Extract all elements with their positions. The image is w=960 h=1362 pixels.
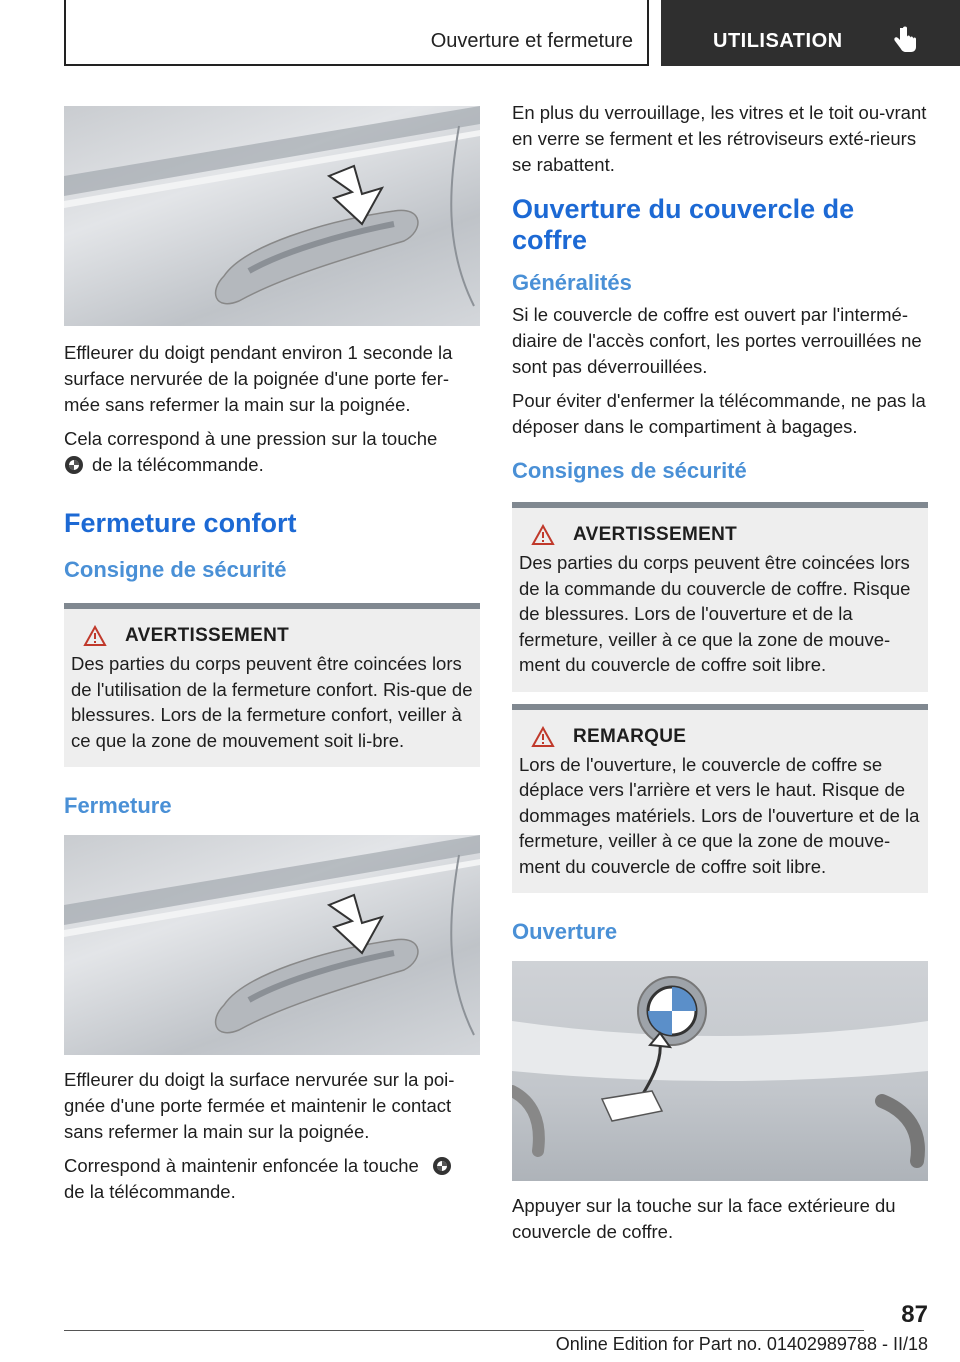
left-column [64,106,480,1213]
warning-triangle-icon [531,726,555,748]
warning-triangle-icon [531,524,555,546]
heading-consignes-securite: Consignes de sécurité [512,458,747,483]
paragraph-remote-key-1-prefix: Cela correspond à une pression sur la touche [64,428,438,449]
paragraph-appuyer: Appuyer sur la touche sur la face extérieure du couvercle de coffre. [512,1195,896,1242]
heading-generalites: Généralités [512,270,632,295]
paragraph-remote-key-1 [64,426,480,478]
page-header [64,0,960,66]
paragraph-acces-confort: Si le couvercle de coffre est ouvert par l'intermé-diaire de l'accès confort, les portes verrouillées ne sont pas déverrouillées. [512,304,922,377]
heading-fermeture-confort: Fermeture confort [64,508,297,538]
heading-fermeture: Fermeture [64,793,172,818]
trunk-button-photo [512,961,928,1181]
paragraph-remote-key-2-suffix: de la télécommande. [64,1181,236,1202]
warning-triangle-icon [83,625,107,647]
page-number: 87 [901,1301,928,1328]
paragraph-remote-key-2 [64,1153,480,1205]
paragraph-remote-key-1-suffix: de la télécommande. [92,454,264,475]
chapter-tab-label: UTILISATION [713,30,843,52]
paragraph-verrouillage: En plus du verrouillage, les vitres et le toit ou-vrant en verre se ferment et les rétroviseurs exté-rieurs se rabattent. [512,102,927,175]
footer-divider [64,1330,864,1331]
notice-box-coffre [512,704,928,894]
warning-box-coffre [512,502,928,692]
paragraph-telecommande: Pour éviter d'enfermer la télécommande, ne pas la déposer dans le compartiment à bagages. [512,390,926,437]
warning-title: AVERTISSEMENT [573,524,738,545]
heading-ouverture: Ouverture [512,919,618,944]
right-column [512,100,928,1253]
pointing-hand-icon [891,26,917,54]
warning-text: Des parties du corps peuvent être coincées lors de l'utilisation de la fermeture confort. Ris-que de blessures. Lors de la fermeture confort, veiller à ce que la zone de mouvement soit li-bre. [71,653,473,751]
heading-consigne-securite: Consigne de sécurité [64,557,287,582]
notice-title: REMARQUE [573,725,687,747]
warning-title: AVERTISSEMENT [125,625,290,646]
heading-ouverture-coffre: Ouverture du couvercle de coffre [512,194,855,255]
paragraph-effleurer-2: Effleurer du doigt la surface nervurée sur la poi-gnée d'une porte fermée et maintenir le contact sans refermer la main sur la poignée. [64,1069,455,1142]
paragraph-remote-key-2-prefix: Correspond à maintenir enfoncée la touche [64,1155,419,1176]
edition-footer: Online Edition for Part no. 01402989788 - II/18 [555,1334,928,1354]
section-title-box [64,0,649,66]
door-handle-photo-2 [64,835,480,1055]
section-title: Ouverture et fermeture [430,30,633,52]
bmw-key-icon [432,1156,452,1176]
warning-box-fermeture [64,603,480,767]
notice-text: Lors de l'ouverture, le couvercle de coffre se déplace vers l'arrière et vers le haut. Risque de dommages matériels. Lors de l'ouverture et de la fermeture, veiller à ce que la zone de mouve-ment du couvercle de coffre soit libre. [519,753,920,877]
door-handle-photo [64,106,480,326]
chapter-tab [661,0,960,66]
bmw-key-icon [64,455,84,475]
warning-text: Des parties du corps peuvent être coincées lors de la commande du couvercle de coffre. Risque de blessures. Lors de l'ouverture et de la fermeture, veiller à ce que la zone de mouve-ment du couvercle de coffre soit libre. [519,552,911,675]
paragraph-effleurer-1: Effleurer du doigt pendant environ 1 seconde la surface nervurée de la poignée d'une porte fer-mée sans refermer la main sur la poignée. [64,342,453,415]
